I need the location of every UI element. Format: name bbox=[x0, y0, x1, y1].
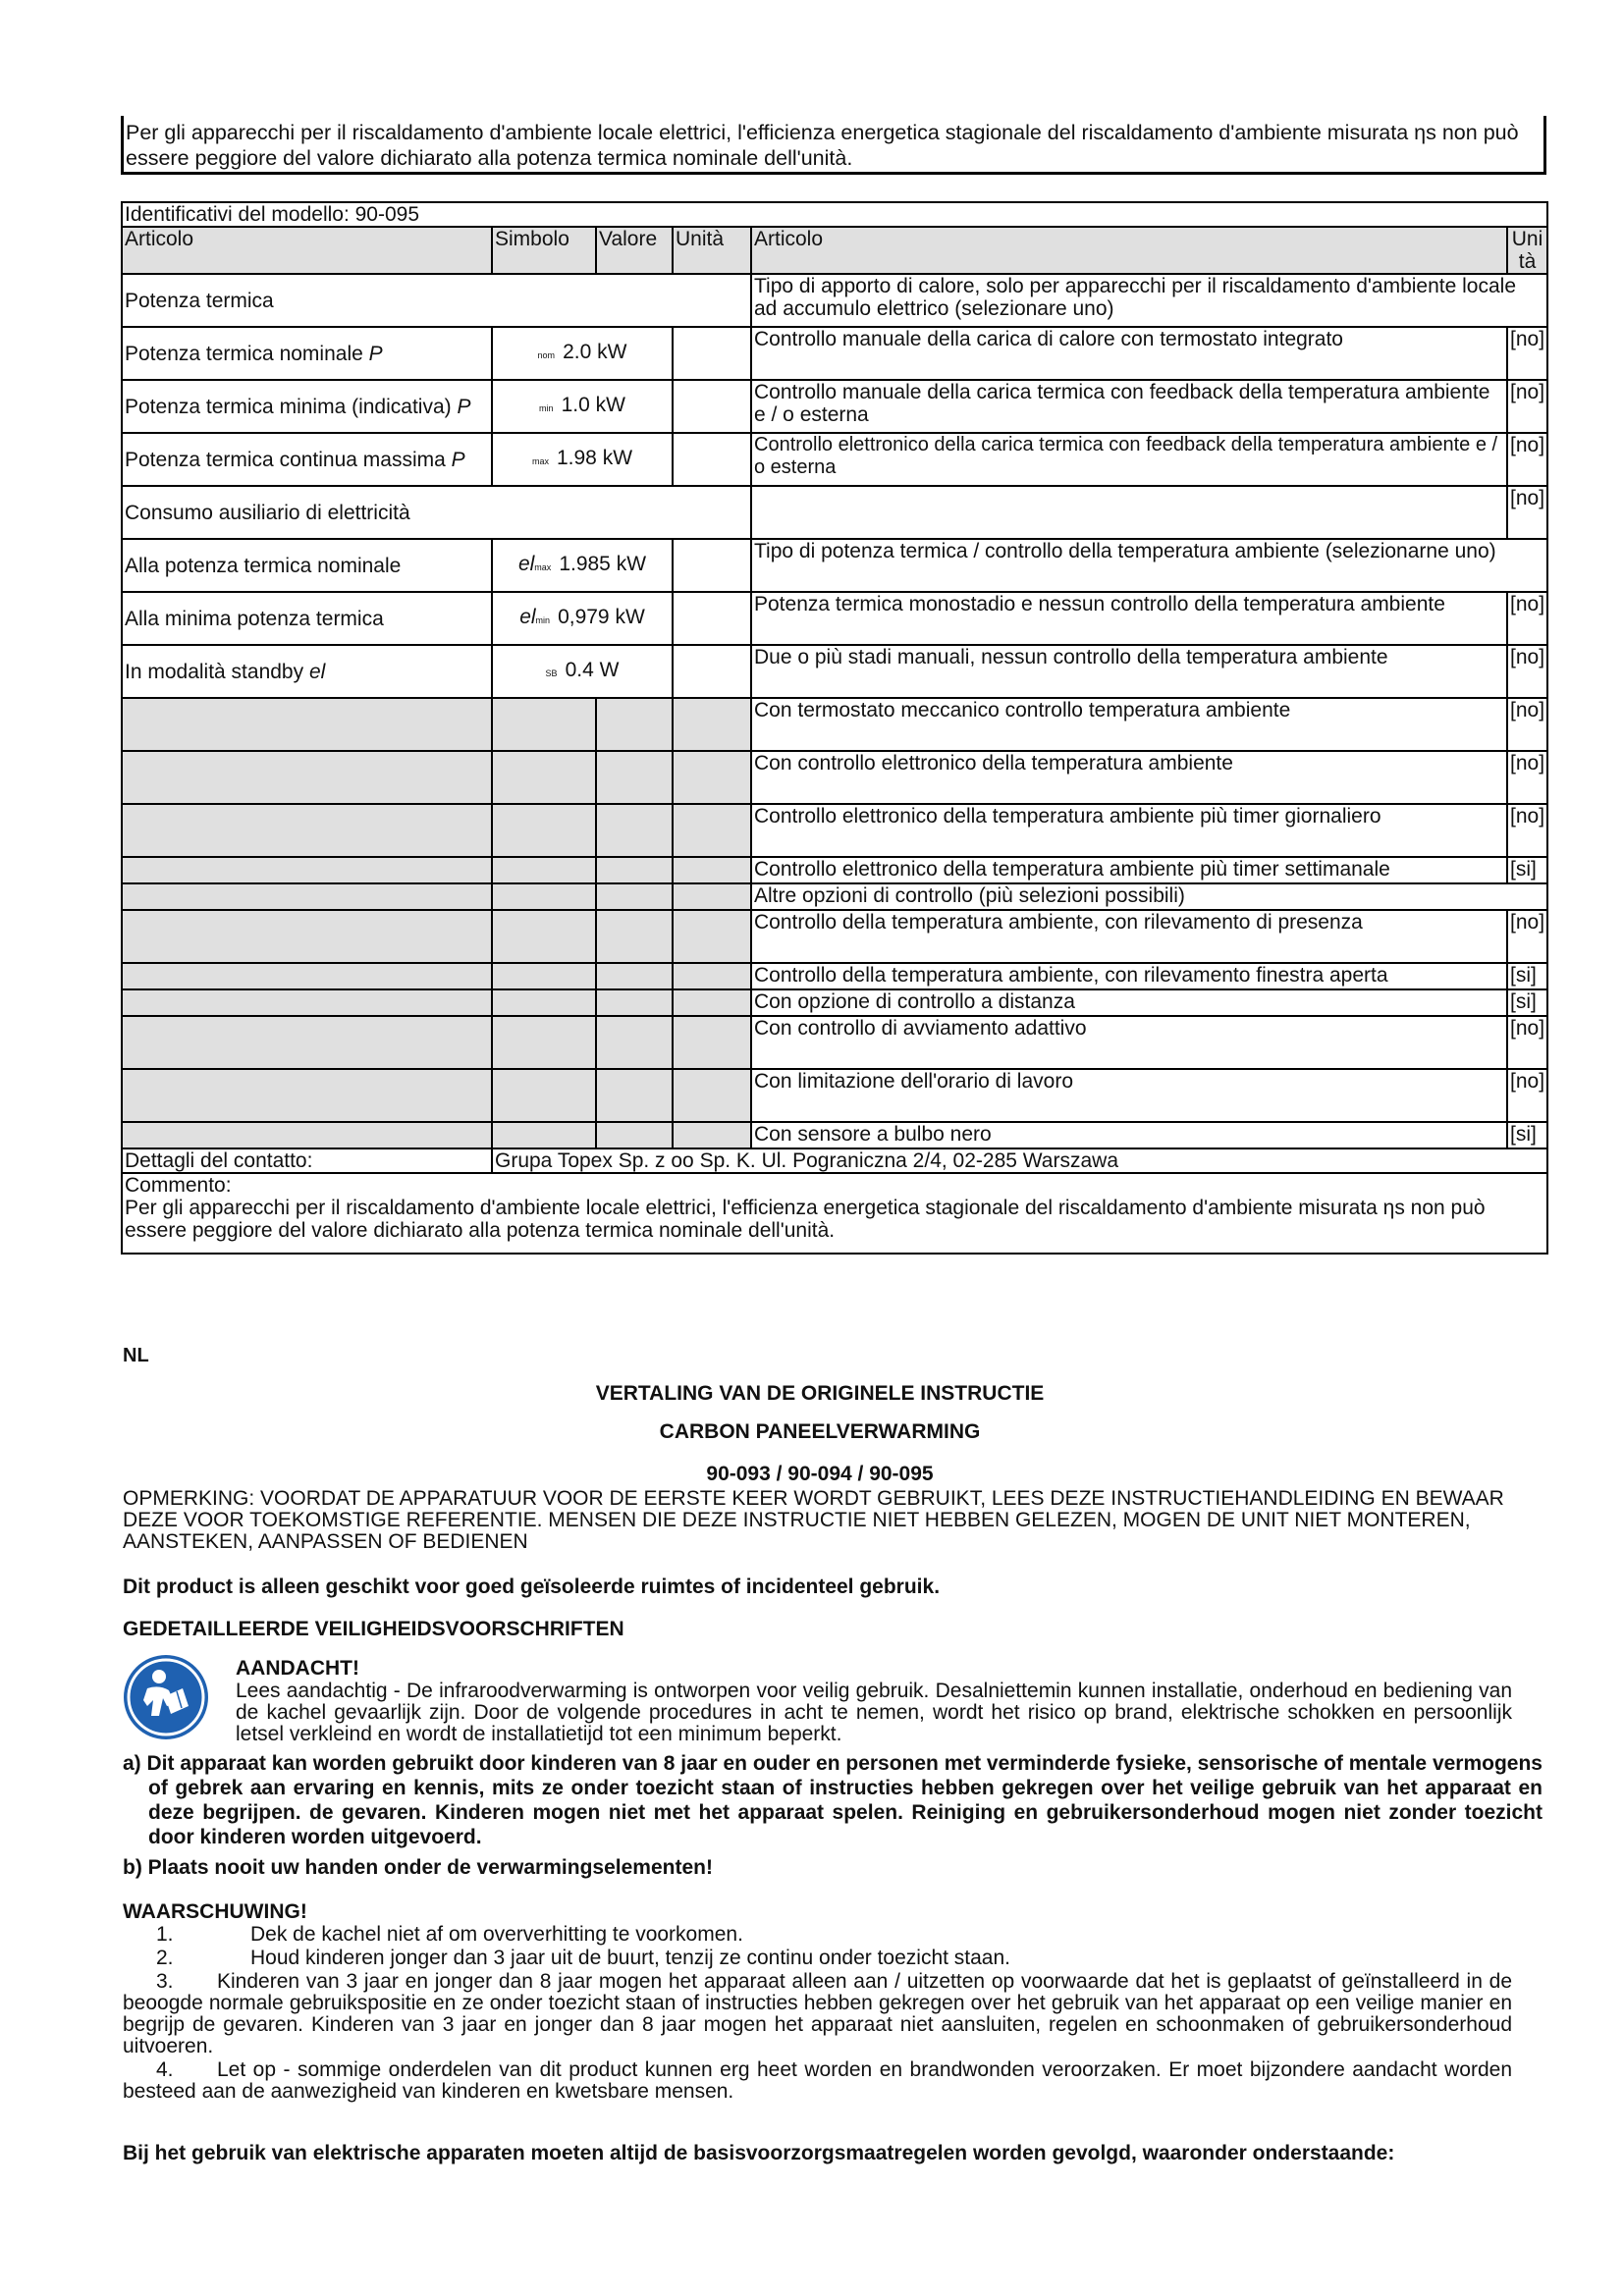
comment-label: Commento: bbox=[125, 1174, 232, 1197]
r15-value: [no] bbox=[1507, 1069, 1547, 1122]
model-id: Identificativi del modello: 90-095 bbox=[122, 202, 1547, 227]
title-2: CARBON PANEELVERWARMING bbox=[659, 1420, 981, 1443]
minima-value: min 1.0 kW bbox=[492, 380, 673, 433]
r11-value: [no] bbox=[1507, 910, 1547, 963]
rule-b: b) Plaats nooit uw handen onder de verwarmingselementen! bbox=[123, 1856, 713, 1879]
tipo-potenza-heading: Tipo di potenza termica / controllo della temperatura ambiente (selezionarne uno) bbox=[751, 539, 1547, 592]
lang-code: NL bbox=[123, 1345, 149, 1366]
potenza-termica-heading: Potenza termica bbox=[122, 274, 751, 327]
warning-item: 3. Kinderen van 3 jaar en jonger dan 8 jaar mogen het apparaat alleen aan / uitzetten op voorwaarde dat het is geplaatst of geïnstalleerd in de beoogde normale gebruikspositie en ze onder toezicht staan of instructies hebben gekregen over het gebruik van het apparaat op een veilige manier en begrijp de gevaren. Kinderen van 3 jaar en jonger dan 8 jaar mogen het apparaat niet aansluiten, regelen en schoonmaken of gebruikersonderhoud uitvoeren. bbox=[123, 1970, 1512, 2057]
alla-nominale-value: elmax 1.985 kW bbox=[492, 539, 673, 592]
r13-text: Con opzione di controllo a distanza bbox=[751, 989, 1507, 1016]
massima-unit-cell bbox=[673, 433, 751, 486]
r8-text: Con controllo elettronico della temperatura ambiente bbox=[751, 751, 1507, 804]
r10-value: [si] bbox=[1507, 857, 1547, 883]
warning-item: 1. Dek de kachel niet af om oververhitting te voorkomen. bbox=[156, 1923, 743, 1946]
nominale-unit-cell bbox=[673, 327, 751, 380]
r2-text: Controllo manuale della carica termica con feedback della temperatura ambiente e / o esterna bbox=[751, 380, 1507, 433]
warning-list bbox=[123, 1924, 1512, 2103]
r5-value: [no] bbox=[1507, 592, 1547, 645]
massima-label: Potenza termica continua massima P bbox=[122, 433, 492, 486]
r1-text: Controllo manuale della carica di calore con termostato integrato bbox=[751, 327, 1507, 380]
tipo-apporto-heading: Tipo di apporto di calore, solo per apparecchi per il riscaldamento d'ambiente locale ad accumulo elettrico (selezionare uno) bbox=[751, 274, 1547, 327]
r3-text: Controllo elettronico della carica termica con feedback della temperatura ambiente e / o esterna bbox=[751, 433, 1507, 486]
models: 90-093 / 90-094 / 90-095 bbox=[706, 1463, 934, 1485]
alla-nominale-label: Alla potenza termica nominale bbox=[122, 539, 492, 592]
r6-value: [no] bbox=[1507, 645, 1547, 698]
alla-minima-unit-cell bbox=[673, 592, 751, 645]
header-valore: Valore bbox=[596, 227, 673, 274]
r11-text: Controllo della temperatura ambiente, con rilevamento di presenza bbox=[751, 910, 1507, 963]
nominale-value: nom 2.0 kW bbox=[492, 327, 673, 380]
contact-value: Grupa Topex Sp. z oo Sp. K. Ul. Pograniczna 2/4, 02-285 Warszawa bbox=[492, 1148, 1547, 1173]
alla-minima-value: elmin 0,979 kW bbox=[492, 592, 673, 645]
opmerking: OPMERKING: VOORDAT DE APPARATUUR VOOR DE EERSTE KEER WORDT GEBRUIKT, LEES DEZE INSTRUCTIEHANDLEIDING EN BEWAAR DEZE VOOR TOEKOMSTIGE REFERENTIE. MENSEN DIE DEZE INSTRUCTIE NIET HEBBEN GELEZEN, MOGEN DE UNIT NIET MONTEREN, AANSTEKEN, AANPASSEN OF BEDIENEN bbox=[123, 1487, 1504, 1553]
header-simbolo: Simbolo bbox=[492, 227, 596, 274]
r5-text: Potenza termica monostadio e nessun controllo della temperatura ambiente bbox=[751, 592, 1507, 645]
r9-value: [no] bbox=[1507, 804, 1547, 857]
top-note-text: Per gli apparecchi per il riscaldamento d'ambiente locale elettrici, l'efficienza energetica stagionale del riscaldamento d'ambiente misurata ηs non può essere peggiore del valore dichiarato alla potenza termica nominale dell'unità. bbox=[126, 121, 1519, 170]
r9-text: Controllo elettronico della temperatura ambiente più timer giornaliero bbox=[751, 804, 1507, 857]
suitable-note: Dit product is alleen geschikt voor goed geïsoleerde ruimtes of incidenteel gebruik. bbox=[123, 1575, 941, 1598]
massima-value: max 1.98 kW bbox=[492, 433, 673, 486]
warning-item: 2. Houd kinderen jonger dan 3 jaar uit de buurt, tenzij ze continu onder toezicht staan. bbox=[156, 1947, 1010, 1969]
spec-table bbox=[121, 201, 1548, 1255]
warning-item: 4. Let op - sommige onderdelen van dit product kunnen erg heet worden en brandwonden veroorzaken. Er moet bijzondere aandacht worden besteed aan de aanwezigheid van kinderen en kwetsbare mensen. bbox=[123, 2058, 1512, 2103]
final-note: Bij het gebruik van elektrische apparaten moeten altijd de basisvoorzorgsmaatregelen worden gevolgd, waaronder onderstaande: bbox=[123, 2142, 1395, 2164]
r2-value: [no] bbox=[1507, 380, 1547, 433]
r8-value: [no] bbox=[1507, 751, 1547, 804]
header-articolo: Articolo bbox=[122, 227, 492, 274]
standby-value: SB 0.4 W bbox=[492, 645, 673, 698]
alla-nominale-unit-cell bbox=[673, 539, 751, 592]
r15-text: Con limitazione dell'orario di lavoro bbox=[751, 1069, 1507, 1122]
contact-label: Dettagli del contatto: bbox=[122, 1148, 492, 1173]
top-note bbox=[121, 116, 1546, 175]
r4-text bbox=[751, 486, 1507, 539]
alla-minima-label: Alla minima potenza termica bbox=[122, 592, 492, 645]
waarschuwing-heading: WAARSCHUWING! bbox=[123, 1900, 307, 1923]
comment-text: Per gli apparecchi per il riscaldamento d'ambiente locale elettrici, l'efficienza energetica stagionale del riscaldamento d'ambiente misurata ηs non può essere peggiore del valore dichiarato alla potenza termica nominale dell'unità. bbox=[125, 1197, 1486, 1242]
r14-value: [no] bbox=[1507, 1016, 1547, 1069]
r7-text: Con termostato meccanico controllo temperatura ambiente bbox=[751, 698, 1507, 751]
altre-heading: Altre opzioni di controllo (più selezioni possibili) bbox=[751, 883, 1547, 910]
r12-text: Controllo della temperatura ambiente, con rilevamento finestra aperta bbox=[751, 963, 1507, 989]
comment-cell bbox=[122, 1173, 1547, 1254]
r12-value: [si] bbox=[1507, 963, 1547, 989]
r4-value: [no] bbox=[1507, 486, 1547, 539]
standby-unit-cell bbox=[673, 645, 751, 698]
r6-text: Due o più stadi manuali, nessun controllo della temperatura ambiente bbox=[751, 645, 1507, 698]
rule-a: a) Dit apparaat kan worden gebruikt door kinderen van 8 jaar en ouder en personen met verminderde fysieke, sensorische of mentale vermogens of gebrek aan ervaring en kennis, mits ze onder toezicht staan of instructies hebben gekregen over het veilige gebruik van het apparaat en deze begrijpen. de gevaren. Kinderen mogen niet met het apparaat spelen. Reiniging en gebruikersonderhoud mogen niet zonder toezicht door kinderen worden uitgevoerd. bbox=[123, 1752, 1543, 1848]
r14-text: Con controllo di avviamento adattivo bbox=[751, 1016, 1507, 1069]
header-unita: Unità bbox=[673, 227, 751, 274]
minima-label: Potenza termica minima (indicativa) P bbox=[122, 380, 492, 433]
aandacht-text: Lees aandachtig - De infraroodverwarming is ontworpen voor veilig gebruik. Desalniettemin kunnen installatie, onderhoud en bediening van de kachel gevaarlijk zijn. Door de volgende procedures in acht te nemen, wordt het risico op brand, elektrische schokken en persoonlijk letsel verkleind en wordt de installatietijd tot een minimum beperkt. bbox=[236, 1680, 1512, 1745]
header-articolo-right: Articolo bbox=[751, 227, 1507, 274]
r1-value: [no] bbox=[1507, 327, 1547, 380]
r3-value: [no] bbox=[1507, 433, 1547, 486]
r16-text: Con sensore a bulbo nero bbox=[751, 1122, 1507, 1148]
standby-label: In modalità standby el bbox=[122, 645, 492, 698]
r7-value: [no] bbox=[1507, 698, 1547, 751]
consumo-heading: Consumo ausiliario di elettricità bbox=[122, 486, 751, 539]
safety-heading: GEDETAILLEERDE VEILIGHEIDSVOORSCHRIFTEN bbox=[123, 1618, 624, 1640]
r13-value: [si] bbox=[1507, 989, 1547, 1016]
r10-text: Controllo elettronico della temperatura ambiente più timer settimanale bbox=[751, 857, 1507, 883]
header-unita-right: Unità bbox=[1507, 227, 1547, 274]
aandacht-heading: AANDACHT! bbox=[236, 1657, 359, 1680]
r16-value: [si] bbox=[1507, 1122, 1547, 1148]
minima-unit-cell bbox=[673, 380, 751, 433]
nominale-label: Potenza termica nominale P bbox=[122, 327, 492, 380]
read-manual-icon bbox=[124, 1655, 208, 1739]
title-1: VERTALING VAN DE ORIGINELE INSTRUCTIE bbox=[595, 1382, 1045, 1405]
